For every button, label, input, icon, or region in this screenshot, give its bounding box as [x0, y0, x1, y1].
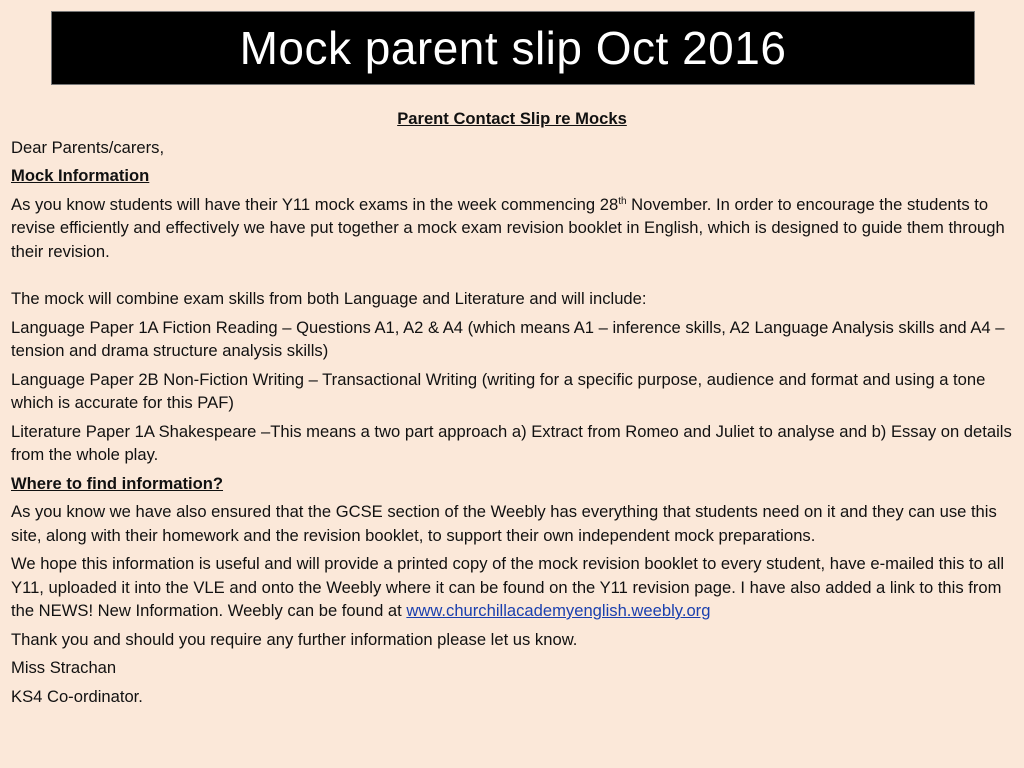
signature-name: Miss Strachan	[11, 658, 117, 677]
language-paper-1a: Language Paper 1A Fiction Reading – Questions A1, A2 & A4 (which means A1 – inference skills, A2 Language Analysis skills and A4 – tension and drama structure analysis skills)	[11, 317, 1005, 360]
language-paper-2b: Language Paper 2B Non-Fiction Writing – Transactional Writing (writing for a specific purpose, audience and format and using a tone which is accurate for this PAF)	[11, 369, 986, 412]
intro-paragraph	[11, 193, 1013, 264]
letter-subheading: Parent Contact Slip re Mocks	[397, 109, 627, 128]
weebly-link[interactable]: www.churchillacademyenglish.weebly.org	[406, 601, 711, 620]
greeting: Dear Parents/carers,	[11, 137, 165, 157]
letter-body	[11, 107, 1013, 713]
combine-paragraph: The mock will combine exam skills from both Language and Literature and will include:	[11, 289, 647, 308]
intro-text-2: November. In order to encourage the students to revise efficiently and effectively we have put together a mock exam revision booklet in English, which is designed to guide them through their revision.	[11, 194, 1005, 261]
hope-text: We hope this information is useful and will provide a printed copy of the mock revision booklet to every student, have e-mailed this to all Y11, uploaded it into the VLE and onto the Weebly where it can be found on the Y11 revision page. I have also added a link to this from the NEWS! New Information. Weebly can be found at	[11, 554, 1005, 620]
where-heading: Where to find information?	[11, 473, 224, 493]
spacer	[11, 268, 1013, 287]
signature-role: KS4 Co-ordinator.	[11, 686, 143, 706]
mock-info-heading: Mock Information	[11, 166, 150, 185]
intro-superscript: th	[618, 195, 627, 207]
thanks-paragraph: Thank you and should you require any further information please let us know.	[11, 629, 578, 649]
slide-title: Mock parent slip Oct 2016	[239, 22, 787, 74]
hope-paragraph	[11, 552, 1013, 623]
gcse-paragraph: As you know we have also ensured that the GCSE section of the Weebly has everything that students need on it and they can use this site, along with their homework and the revision booklet, to support their own independent mock preparations.	[11, 502, 997, 545]
intro-text-1: As you know students will have their Y11 mock exams in the week commencing 28	[11, 194, 619, 214]
slide-title-bar	[51, 11, 975, 85]
literature-paper-1a: Literature Paper 1A Shakespeare –This means a two part approach a) Extract from Romeo and Juliet to analyse and b) Essay on details from the whole play.	[11, 421, 1012, 464]
